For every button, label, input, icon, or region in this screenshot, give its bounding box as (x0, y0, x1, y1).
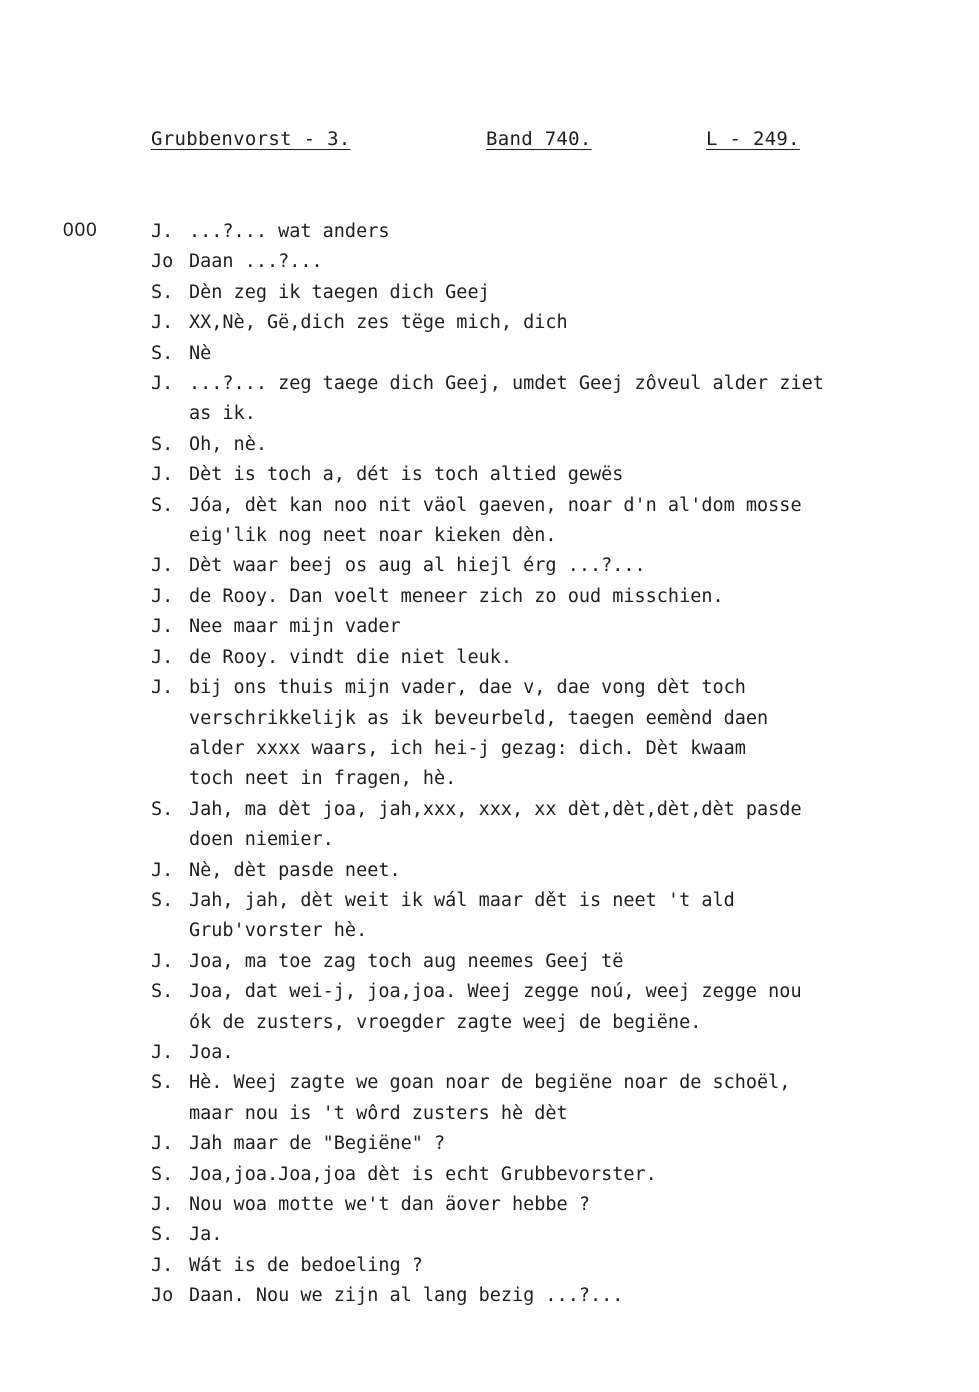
utterance-text: Jah, jah, dèt weit ik wál maar dět is neet 't ald (189, 889, 735, 911)
transcript-line (151, 977, 941, 1007)
speaker-label: J. (151, 1133, 174, 1155)
utterance-text: Dèt is toch a, dét is toch altied gewës (189, 464, 624, 486)
utterance-text: Nè, dèt pasde neet. (189, 859, 401, 881)
utterance-text: Jah maar de "Begiëne" ? (189, 1133, 446, 1155)
speaker-label: J. (151, 1254, 174, 1276)
speaker-label: J. (151, 1041, 174, 1063)
speaker-label: J. (151, 646, 174, 668)
utterance-text: maar nou is 't wôrd zusters hè dèt (189, 1102, 568, 1124)
transcript-line (151, 1038, 941, 1068)
speaker-label: S. (151, 342, 174, 364)
transcript-line (151, 643, 941, 673)
utterance-text: Nè (189, 342, 212, 364)
utterance-text: ...?... zeg taege dich Geej, umdet Geej zôveul alder ziet (189, 373, 824, 395)
transcript-line (151, 1220, 941, 1250)
speaker-label: Jo (151, 251, 174, 273)
transcript-line (151, 217, 941, 247)
transcript-line (151, 916, 941, 946)
transcript-line (151, 856, 941, 886)
transcript-line (151, 308, 941, 338)
transcript-line (151, 1008, 941, 1038)
utterance-text: Dèn zeg ik taegen dich Geej (189, 281, 490, 303)
speaker-label: J. (151, 1194, 174, 1215)
speaker-label: S. (151, 281, 174, 303)
transcript-line (151, 582, 941, 612)
utterance-text: Wát is de bedoeling ? (189, 1254, 423, 1276)
speaker-label: J. (151, 312, 174, 334)
transcript-line (151, 1281, 941, 1311)
utterance-text: Ja. (189, 1224, 223, 1246)
utterance-text: Joa, dat wei-j, joa,joa. Weej zegge noú, weej zegge nou (189, 981, 802, 1003)
speaker-label: J. (151, 950, 174, 972)
header-place: Grubbenvorst - 3. (151, 128, 351, 150)
utterance-text: Hè. Weej zagte we goan noar de begiëne noar de schoël, (189, 1072, 791, 1094)
transcript-line (151, 673, 941, 703)
transcript-line (151, 1190, 941, 1220)
utterance-text: ók de zusters, vroegder zagte weej de begiëne. (189, 1011, 702, 1033)
transcript-line (151, 612, 941, 642)
speaker-label: J. (151, 585, 174, 607)
transcript-line (151, 369, 941, 399)
transcript-line (151, 430, 941, 460)
utterance-text: ...?... wat anders (189, 221, 390, 242)
tape-counter: 000 (63, 220, 98, 241)
transcript-line (151, 1099, 941, 1129)
utterance-text: toch neet in fragen, hè. (189, 768, 457, 790)
speaker-label: J. (151, 221, 174, 242)
transcript-line (151, 460, 941, 490)
speaker-label: J. (151, 677, 174, 699)
speaker-label: J. (151, 859, 174, 881)
utterance-text: Nee maar mijn vader (189, 616, 401, 638)
transcript-line (151, 491, 941, 521)
speaker-label: S. (151, 1163, 174, 1185)
transcript-line (151, 825, 941, 855)
transcript-line (151, 1129, 941, 1159)
transcript-line (151, 278, 941, 308)
speaker-label: S. (151, 981, 174, 1003)
utterance-text: Jóa, dèt kan noo nit väol gaeven, noar d'n al'dom mosse (189, 494, 802, 516)
utterance-text: Joa. (189, 1041, 234, 1063)
transcript-line (151, 947, 941, 977)
speaker-label: S. (151, 1072, 174, 1094)
utterance-text: Joa, ma toe zag toch aug neemes Geej të (189, 950, 624, 972)
transcript-line (151, 339, 941, 369)
speaker-label: S. (151, 889, 174, 911)
utterance-text: Jah, ma dèt joa, jah,xxx, xxx, xx dèt,dèt,dèt,dèt pasde (189, 798, 802, 820)
transcript-body (151, 217, 941, 1312)
speaker-label: Jo (151, 1285, 174, 1307)
transcript-line (151, 521, 941, 551)
utterance-text: Nou woa motte we't dan äover hebbe ? (189, 1194, 590, 1215)
speaker-label: S. (151, 433, 174, 455)
utterance-text: alder xxxx waars, ich hei-j gezag: dich. Dèt kwaam (189, 737, 746, 759)
speaker-label: S. (151, 798, 174, 820)
utterance-text: XX,Nè, Gë,dich zes tëge mich, dich (189, 312, 568, 334)
transcript-line (151, 795, 941, 825)
utterance-text: as ik. (189, 403, 256, 425)
speaker-label: S. (151, 494, 174, 516)
utterance-text: doen niemier. (189, 829, 334, 851)
utterance-text: Oh, nè. (189, 433, 267, 455)
utterance-text: eig'lik nog neet noar kieken dèn. (189, 525, 557, 547)
transcript-line (151, 704, 941, 734)
transcript-line (151, 399, 941, 429)
transcript-line (151, 551, 941, 581)
transcript-line (151, 1160, 941, 1190)
speaker-label: J. (151, 555, 174, 577)
header-number: L - 249. (706, 128, 800, 150)
utterance-text: Dèt waar beej os aug al hiejl érg ...?... (189, 555, 646, 577)
speaker-label: S. (151, 1224, 174, 1246)
utterance-text: Daan ...?... (189, 251, 323, 273)
utterance-text: Grub'vorster hè. (189, 920, 368, 942)
utterance-text: de Rooy. Dan voelt meneer zich zo oud misschien. (189, 585, 724, 607)
transcript-line (151, 886, 941, 916)
utterance-text: verschrikkelijk as ik beveurbeld, taegen eemènd daen (189, 707, 769, 729)
transcript-line (151, 764, 941, 794)
transcript-line (151, 1251, 941, 1281)
speaker-label: J. (151, 373, 174, 395)
transcript-line (151, 734, 941, 764)
speaker-label: J. (151, 464, 174, 486)
utterance-text: de Rooy. vindt die niet leuk. (189, 646, 513, 668)
transcript-line (151, 1068, 941, 1098)
utterance-text: bij ons thuis mijn vader, dae v, dae vong dèt toch (189, 677, 746, 699)
utterance-text: Joa,joa.Joa,joa dèt is echt Grubbevorster. (189, 1163, 657, 1185)
utterance-text: Daan. Nou we zijn al lang bezig ...?... (189, 1285, 624, 1307)
header-band: Band 740. (486, 128, 592, 150)
speaker-label: J. (151, 616, 174, 638)
transcript-line (151, 247, 941, 277)
